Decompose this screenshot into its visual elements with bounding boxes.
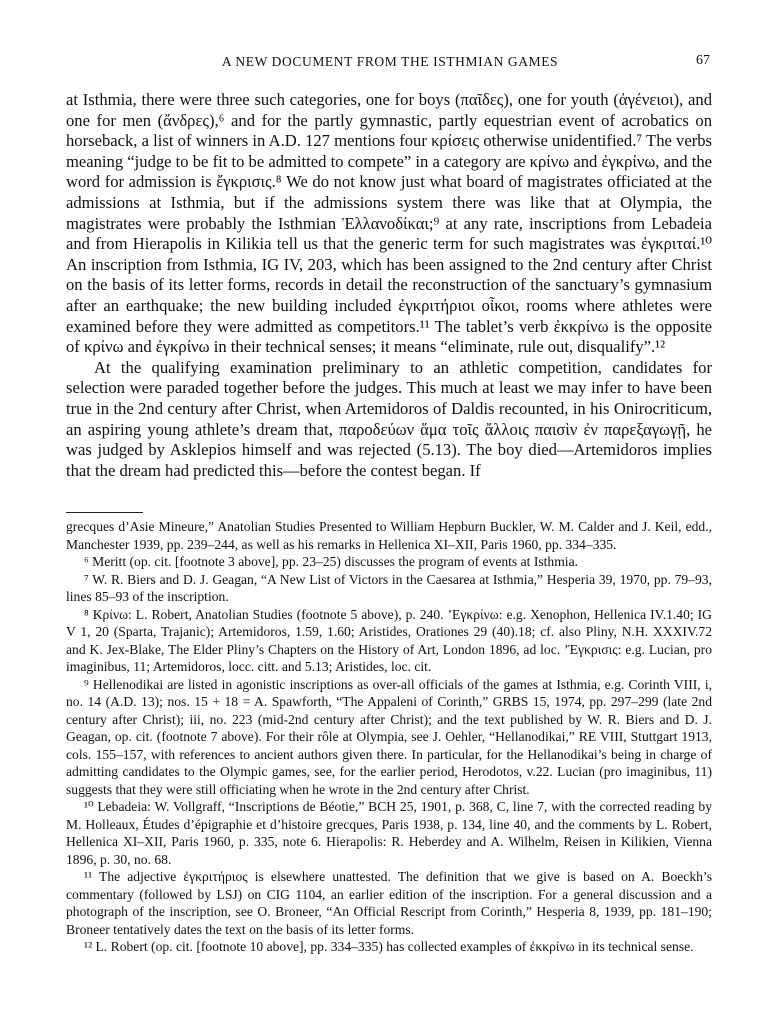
main-text bbox=[66, 90, 712, 481]
footnote-continuation: grecques d’Asie Mineure,” Anatolian Studies Presented to William Hepburn Buckler, W. M. Calder and J. Keil, edd., Manchester 1939, pp. 239–244, as well as his remarks in Hellenica XI–XII, Paris 1960, pp. 334–335. bbox=[66, 519, 712, 552]
footnote: ¹⁰ Lebadeia: W. Vollgraff, “Inscriptions de Béotie,” BCH 25, 1901, p. 368, C, line 7, with the corrected reading by M. Holleaux, Études d’épigraphie et d’histoire grecques, Paris 1938, p. 134, line 40, and the comments by L. Robert, Hellenica XI–XII, Paris 1960, p. 335, note 6. Hierapolis: R. Heberdey and A. Wilhelm, Reisen in Kilikien, Vienna 1896, p. 30, no. 68. bbox=[66, 799, 712, 867]
footnote: ⁶ Meritt (op. cit. [footnote 3 above], pp. 23–25) discusses the program of events at Isthmia. bbox=[84, 554, 579, 569]
running-title: A NEW DOCUMENT FROM THE ISTHMIAN GAMES bbox=[221, 54, 559, 69]
body-paragraph: at Isthmia, there were three such categories, one for boys (παῖδες), one for youth (ἀγένειοι), and one for men (ἄνδρες),⁶ and for the partly gymnastic, partly equestrian event of acrobatics on horseback, a list of winners in A.D. 127 mentions four κρίσεις otherwise unidentified.⁷ The verbs meaning “judge to be fit to be admitted to compete” in a category are κρίνω and ἐγκρίνω, and the word for admission is ἔγκρισις.⁸ We do not know just what board of magistrates officiated at the admissions at Isthmia, but if the admissions system there was like that at Olympia, the magistrates were probably the Isthmian Ἑλλανοδίκαι;⁹ at any rate, inscriptions from Lebadeia and from Hierapolis in Kilikia tell us that the generic term for such magistrates was ἐγκριταί.¹⁰ An inscription from Isthmia, IG IV, 203, which has been assigned to the 2nd century after Christ on the basis of its letter forms, records in detail the reconstruction of the sanctuary’s gymnasium after an earthquake; the new building included ἐγκριτήριοι οἶκοι, rooms where athletes were examined before they were admitted as competitors.¹¹ The tablet’s verb ἐκκρίνω is the opposite of κρίνω and ἐγκρίνω in their technical senses; it means “eliminate, rule out, disqualify”.¹² bbox=[66, 90, 712, 357]
footnote: ⁷ W. R. Biers and D. J. Geagan, “A New List of Victors in the Caesarea at Isthmia,” Hesperia 39, 1970, pp. 79–93, lines 85–93 of the inscription. bbox=[66, 571, 712, 604]
page-number: 67 bbox=[696, 53, 710, 68]
footnote: ⁹ Hellenodikai are listed in agonistic inscriptions as over-all officials of the games at Isthmia, e.g. Corinth VIII, i, no. 14 (A.D. 13); nos. 15 + 18 = A. Spawforth, “The Appaleni of Corinth,” GRBS 15, 1974, pp. 297–299 (late 2nd century after Christ); iii, no. 223 (mid-2nd century after Christ); and the text published by W. R. Biers and D. J. Geagan, op. cit. (footnote 7 above). For their rôle at Olympia, see J. Oehler, “Hellanodikai,” RE VIII, Stuttgart 1913, cols. 155–157, with references to ancient authors given there. In particular, for the Hellanodikai’s being in charge of admitting candidates to the Olympic games, see, for the earlier period, Herodotos, v.22. Lucian (pro imaginibus, 11) suggests that they were still officiating when he wrote in the 2nd century after Christ. bbox=[66, 676, 712, 797]
footnote: ⁸ Κρίνω: L. Robert, Anatolian Studies (footnote 5 above), p. 240. ʼΕγκρίνω: e.g. Xenophon, Hellenica IV.1.40; IG V 1, 20 (Sparta, Trajanic); Artemidoros, 1.59, 1.60; Aristides, Orationes 29 (40).18; cf. also Pliny, N.H. XXXIV.72 and K. Jex-Blake, The Elder Pliny’s Chapters on the History of Art, London 1896, ad loc. ʼΈγκρισις: e.g. Lucian, pro imaginibus, 11; Artemidoros, locc. citt. and 5.13; Aristides, loc. cit. bbox=[66, 606, 712, 674]
footnote: ¹² L. Robert (op. cit. [footnote 10 above], pp. 334–335) has collected examples of ἐκκρίνω in its technical sense. bbox=[84, 939, 694, 954]
footnote-separator bbox=[66, 512, 143, 513]
footnotes bbox=[66, 518, 712, 956]
body-paragraph: At the qualifying examination preliminary to an athletic competition, candidates for selection were paraded together before the judges. This much at least we may infer to have been true in the 2nd century after Christ, when Artemidoros of Daldis recounted, in his Onirocriticum, an aspiring young athlete’s dream that, παροδεύων ἅμα τοῖς ἄλλοις παισὶν ἐν παρεξαγωγῇ, he was judged by Asklepios himself and was rejected (5.13). The boy died—Artemidoros implies that the dream had predicted this—before the contest began. If bbox=[66, 357, 712, 480]
footnote: ¹¹ The adjective ἐγκριτήριος is elsewhere unattested. The definition that we give is based on A. Boeckh’s commentary (followed by LSJ) on CIG 1104, an earlier edition of the inscription. For a general discussion and a photograph of the inscription, see O. Broneer, “An Official Rescript from Corinth,” Hesperia 8, 1939, pp. 181–190; Broneer tentatively dates the text on the basis of its letter forms. bbox=[66, 869, 712, 937]
